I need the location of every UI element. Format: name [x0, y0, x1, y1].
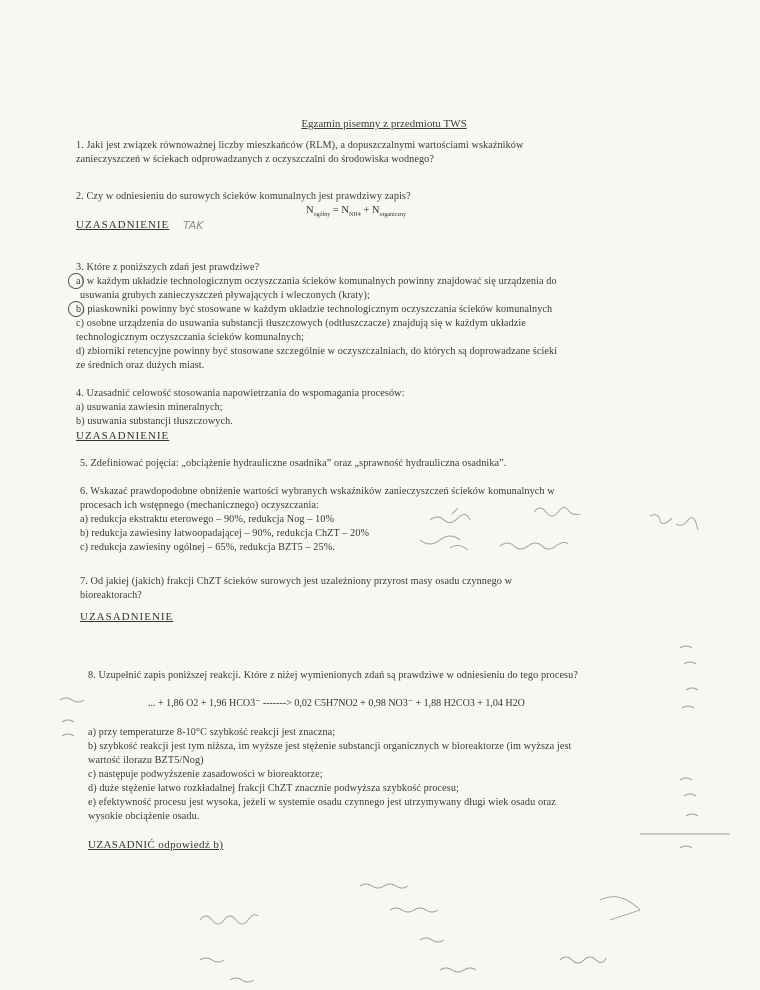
question-4-justification-label: UZASADNIENIE [76, 430, 170, 442]
handwritten-answer-q2: TAK [183, 219, 204, 232]
question-8-option-e-line-1: e) efektywność procesu jest wysoka, jeżeli w systemie osadu czynnego jest utrzymywany długi wiek osadu oraz [88, 797, 556, 808]
reaction-equation: ... + 1,86 O2 + 1,96 HCO3⁻ -------> 0,02 C5H7NO2 + 0,98 NO3⁻ + 1,88 H2CO3 + 1,04 H2O [148, 698, 525, 709]
question-8-line-1: 8. Uzupełnić zapis poniższej reakcji. Które z niżej wymienionych zdań są prawdziwe w odniesieniu do tego procesu? [88, 670, 578, 681]
question-8-option-e-line-2: wysokie obciążenie osadu. [88, 811, 200, 822]
question-3-option-d-line-2: ze średnich oraz dużych miast. [76, 360, 205, 371]
question-3-option-b: b) piaskowniki powinny być stosowane w każdym układzie technologicznym oczyszczania ścieków komunalnych [76, 304, 553, 315]
question-8-option-b-line-1: b) szybkość reakcji jest tym niższa, im wyższe jest stężenie substancji organicznych w bioreaktorze (im wyższa jest [88, 741, 572, 752]
question-6-line-1: 6. Wskazać prawdopodobne obniżenie wartości wybranych wskaźników zanieczyszczeń ścieków komunalnych w [80, 486, 555, 497]
question-7-line-2: bioreaktorach? [80, 590, 142, 601]
question-3-option-a-line-2: usuwania grubych zanieczyszczeń pływających i wleczonych (kraty); [80, 290, 370, 301]
question-2-text: 2. Czy w odniesieniu do surowych ścieków komunalnych jest prawdziwy zapis? [76, 191, 411, 202]
question-3-option-c-line-1: c) osobne urządzenia do usuwania substancji tłuszczowych (odtłuszczacze) znajdują się w każdym układzie [76, 318, 526, 329]
question-6-option-c: c) redukcja zawiesiny ogólnej – 65%, redukcja BZT5 – 25%. [80, 542, 335, 553]
question-8-option-b-line-2: wartość ilorazu BZT5/Nog) [88, 755, 204, 766]
question-7-line-1: 7. Od jakiej (jakich) frakcji ChZT ścieków surowych jest uzależniony przyrost masy osadu czynnego w [80, 576, 513, 587]
question-3-option-a-line-1: a) w każdym układzie technologicznym oczyszczania ścieków komunalnych powinny znajdować się urządzenia do [76, 276, 557, 287]
question-7-justification-label: UZASADNIENIE [80, 611, 174, 623]
question-4-option-b: b) usuwania substancji tłuszczowych. [76, 416, 233, 427]
question-5-text: 5. Zdefiniować pojęcia: „obciążenie hydrauliczne osadnika” oraz „sprawność hydrauliczna osadnika”. [80, 458, 507, 469]
question-8-option-d: d) duże stężenie łatwo rozkładalnej frakcji ChZT znacznie podwyższa szybkość procesu; [88, 783, 459, 794]
question-3-option-c-line-2: technologicznym oczyszczania ścieków komunalnych; [76, 332, 305, 343]
question-6-option-a: a) redukcja ekstraktu eterowego – 90%, redukcja Nog – 10% [80, 514, 335, 525]
question-1-line-2: zanieczyszczeń w ściekach odprowadzanych z oczyszczalni do środowiska wodnego? [76, 154, 434, 165]
question-6-option-b: b) redukcja zawiesiny łatwoopadającej – 90%, redukcja ChZT – 20% [80, 528, 370, 539]
question-6-line-2: procesach ich wstępnego (mechanicznego) oczyszczania: [80, 500, 319, 511]
question-8-option-a: a) przy temperaturze 8-10°C szybkość reakcji jest znaczna; [88, 727, 336, 738]
question-3-option-d-line-1: d) zbiorniki retencyjne powinny być stosowane szczególnie w oczyszczalniach, do których są doprowadzane ścieki [76, 346, 558, 357]
page-title: Egzamin pisemny z przedmiotu TWS [301, 118, 467, 130]
question-1-line-1: 1. Jaki jest związek równoważnej liczby mieszkańców (RLM), a dopuszczalnymi wartościami wskaźników [76, 140, 524, 151]
question-4-option-a: a) usuwania zawiesin mineralnych; [76, 402, 223, 413]
question-3-text: 3. Które z poniższych zdań jest prawdziwe? [76, 262, 260, 273]
question-8-justification-label: UZASADNIĆ odpowiedź b) [88, 839, 224, 851]
question-4-text: 4. Uzasadnić celowość stosowania napowietrzania do wspomagania procesów: [76, 388, 405, 399]
question-8-option-c: c) następuje podwyższenie zasadowości w bioreaktorze; [88, 769, 323, 780]
question-2-justification-label: UZASADNIENIE [76, 219, 170, 231]
nitrogen-formula: $N_{ogólny} = N_{NH4} + N_{organiczny}$ [306, 205, 407, 219]
